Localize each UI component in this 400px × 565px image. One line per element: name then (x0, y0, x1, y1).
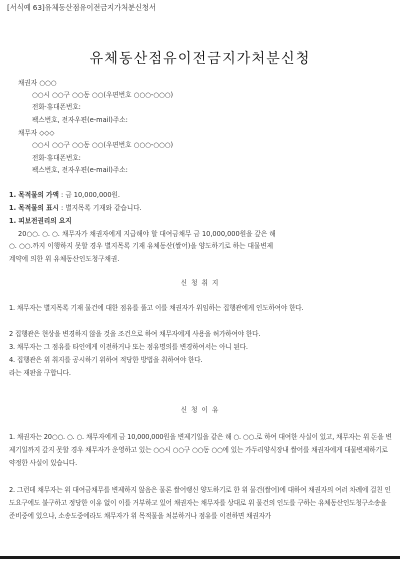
protected-right-label: 1. 피보전권리의 요지 (9, 217, 72, 225)
creditor-fax-email: 팩스번호, 전자우편(e-mail)주소: (32, 116, 128, 124)
reasons-heading: 신 청 이 유 (180, 406, 220, 414)
form-identifier: [서식예 63]유체동산점유이전금지가처분신청서 (7, 3, 156, 12)
purpose-item-2: 2 집행관은 현상을 변경하지 않을 것을 조건으로 하여 채무자에게 사용을 허가하여야 한다. (9, 330, 261, 338)
reasons-item-1: 1. 채권자는 20○○. ○. ○. 채무자에게 금 10,000,000원을 변제기일을 같은 해 ○. ○○.로 하여 대여한 사실이 있고, 채무자는 위 돈을 변제기일까지 갚지 못할 경우 채무자가 운영하고 있는 ○○시 ○○구 ○○동 ○○에 있는 가두리양식장내 쌀어를 채권자에게 대물변제하기로 약정한 사실이 있습니다. (9, 433, 392, 467)
target-value-text: : 금 10,000,000원. (58, 191, 121, 199)
page-bottom-rule (0, 556, 400, 559)
target-display-text: : 별지목록 기재와 같습니다. (58, 204, 142, 212)
purpose-item-1: 1. 채무자는 별지목록 기재 물건에 대한 점유를 풀고 이를 채권자가 위임하는 집행관에게 인도하여야 한다. (9, 304, 304, 312)
purpose-item-3: 3. 채무자는 그 점유를 타인에게 이전하거나 또는 점유명의를 변경하여서는 아니 된다. (9, 343, 248, 351)
purpose-item-4: 4. 집행관은 위 취지를 공시하기 위하여 적당한 방법을 취하여야 한다. (9, 356, 203, 364)
protected-right-line-3: 계약에 의한 위 유체동산인도청구채권. (9, 255, 120, 263)
creditor-phone: 전화·휴대폰번호: (32, 103, 81, 111)
document-title: 유체동산점유이전금지가처분신청 (89, 51, 311, 67)
target-value-line (9, 191, 120, 200)
target-display-line (9, 204, 142, 213)
reasons-item-2: 2. 그런데 채무자는 위 대여금채무를 변제하지 않음은 물론 쌀어랭신 양도하기로 한 위 물건(쌀어)에 대하여 채권자의 여러 차례에 걸친 인도요구에도 불구하고 정당한 이유 없이 이를 거부하고 있어 채권자는 채무자를 상대로 위 물건의 인도를 구하는 유체동산인도청구소송을 준비중에 있으나, 소송도중에라도 채무자가 위 목적물을 처분하거나 점유를 이전하면 채권자가 (9, 486, 391, 520)
purpose-closing: 라는 재판을 구합니다. (9, 369, 71, 377)
debtor-phone: 전화·휴대폰번호: (32, 154, 81, 162)
creditor-label: 채권자 ○○○ (18, 79, 57, 87)
target-value-label: 1. 목적물의 가액 (9, 191, 59, 199)
protected-right-line-2: ○. ○○.까지 이행하지 못할 경우 별지목록 기재 유체동산(쌀어)을 양도하기로 하는 대물변제 (9, 242, 274, 250)
creditor-address: ○○시 ○○구 ○○동 ○○(우편번호 ○○○-○○○) (32, 91, 174, 99)
debtor-address: ○○시 ○○구 ○○동 ○○(우편번호 ○○○-○○○) (32, 141, 174, 149)
protected-right-line-1: 20○○. ○. ○. 채무자가 채권자에게 지급해야 할 대여금채무 금 10,000,000원을 갚은 해 (18, 230, 276, 238)
debtor-label: 채무자 ◇◇◇ (18, 129, 55, 137)
debtor-fax-email: 팩스번호, 전자우편(e-mail)주소: (32, 166, 128, 174)
target-display-label: 1. 목적물의 표시 (9, 204, 59, 212)
purpose-heading: 신 청 취 지 (180, 279, 220, 287)
